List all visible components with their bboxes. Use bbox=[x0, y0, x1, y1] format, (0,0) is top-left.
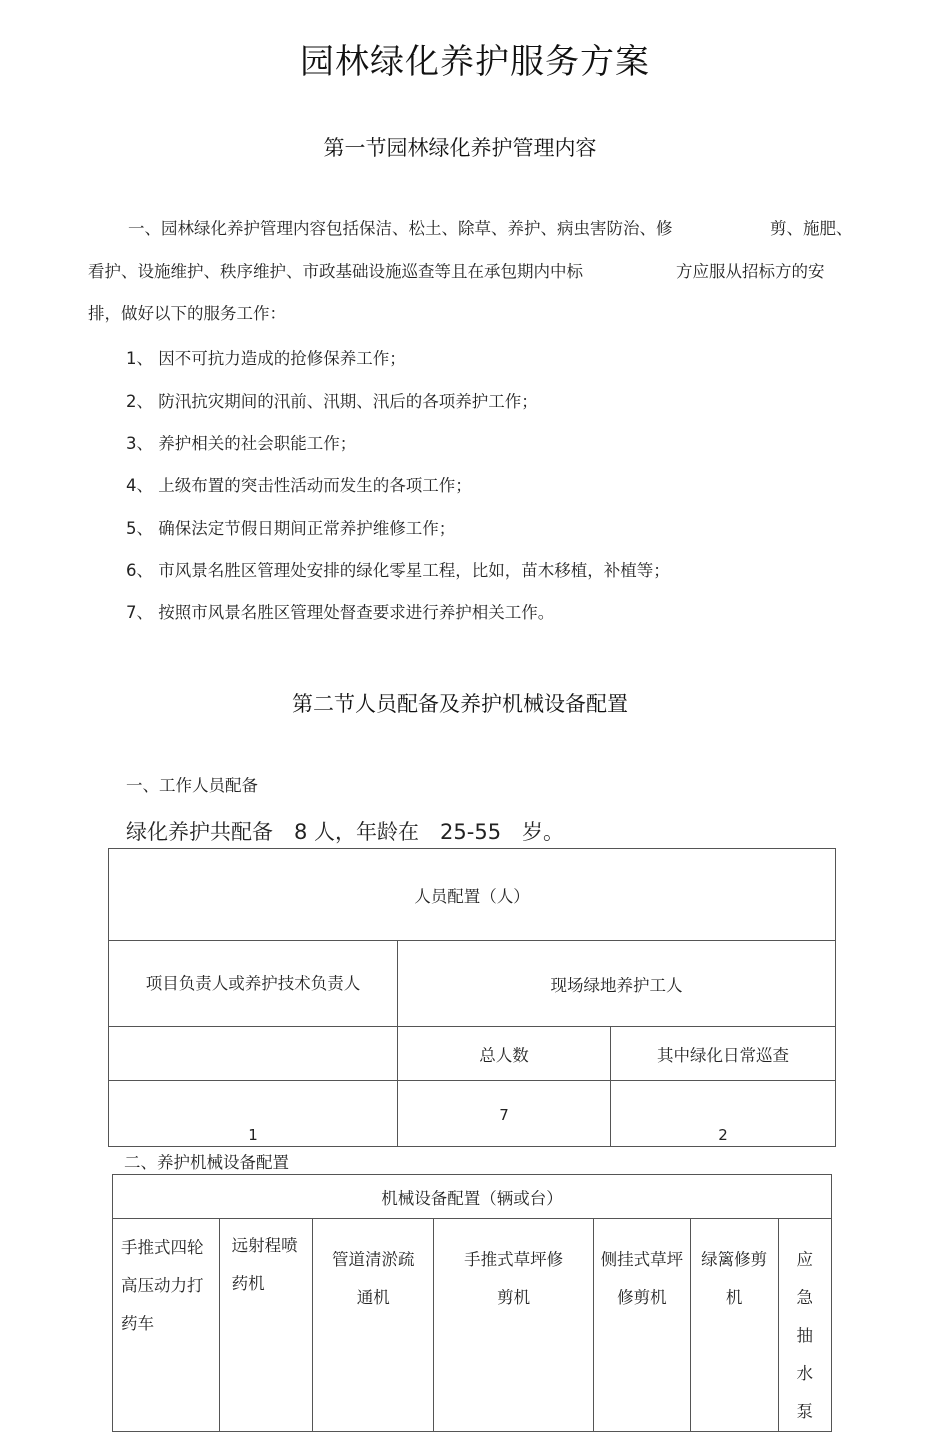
header-total: 总人数 bbox=[398, 1027, 611, 1081]
list-item: 5、 确保法定节假日期间正常养护维修工作； bbox=[126, 519, 456, 538]
list-item: 7、 按照市风景名胜区管理处督查要求进行养护相关工作。 bbox=[126, 603, 555, 622]
equipment-col-side-mower: 侧挂式草坪修剪机 bbox=[594, 1219, 691, 1432]
paragraph-line-1a: 一、园林绿化养护管理内容包括保洁、松土、除草、养护、病虫害防治、修 bbox=[128, 219, 673, 238]
value-leader-text: 1 bbox=[248, 1126, 258, 1144]
subheading-equipment: 二、养护机械设备配置 bbox=[124, 1153, 289, 1172]
staff-table bbox=[108, 848, 836, 1147]
equipment-col-long-range-sprayer: 远射程喷药机 bbox=[219, 1219, 313, 1432]
equipment-table bbox=[112, 1174, 832, 1432]
value-total bbox=[398, 1081, 611, 1147]
list-item: 3、 养护相关的社会职能工作； bbox=[126, 434, 357, 453]
staff-summary: 绿化养护共配备 8 人，年龄在 25-55 岁。 bbox=[126, 820, 565, 844]
equipment-col-push-mower: 手推式草坪修剪机 bbox=[434, 1219, 594, 1432]
subheading-staff: 一、工作人员配备 bbox=[126, 776, 258, 795]
equipment-col-pipe-dredger: 管道清淤疏通机 bbox=[313, 1219, 434, 1432]
equipment-col-water-pump: 应急抽水泵 bbox=[778, 1219, 832, 1432]
paragraph-line-1b: 剪、施肥、 bbox=[770, 219, 853, 238]
paragraph-line-2a: 看护、设施维护、秩序维护、市政基础设施巡查等且在承包期内中标 bbox=[88, 262, 583, 281]
value-total-text: 7 bbox=[499, 1106, 509, 1124]
value-leader bbox=[109, 1081, 398, 1147]
value-patrol bbox=[611, 1081, 836, 1147]
list-item: 4、 上级布置的突击性活动而发生的各项工作； bbox=[126, 476, 472, 495]
value-patrol-text: 2 bbox=[718, 1126, 728, 1144]
section1-heading: 第一节园林绿化养护管理内容 bbox=[323, 136, 597, 160]
empty-cell bbox=[109, 1027, 398, 1081]
paragraph-line-2b: 方应服从招标方的安 bbox=[676, 262, 825, 281]
equipment-table-caption: 机械设备配置（辆或台） bbox=[113, 1175, 832, 1219]
staff-table-caption: 人员配置（人） bbox=[109, 849, 836, 941]
list-item: 2、 防汛抗灾期间的汛前、汛期、汛后的各项养护工作； bbox=[126, 392, 538, 411]
section2-heading: 第二节人员配备及养护机械设备配置 bbox=[292, 692, 628, 716]
header-leader: 项目负责人或养护技术负责人 bbox=[109, 941, 398, 1027]
paragraph-line-3: 排，做好以下的服务工作： bbox=[88, 304, 286, 323]
equipment-col-hedge-trimmer: 绿篱修剪机 bbox=[690, 1219, 778, 1432]
document-title: 园林绿化养护服务方案 bbox=[300, 42, 650, 82]
header-workers: 现场绿地养护工人 bbox=[398, 941, 836, 1027]
list-item: 1、 因不可抗力造成的抢修保养工作； bbox=[126, 349, 406, 368]
equipment-col-sprayer-cart: 手推式四轮高压动力打药车 bbox=[113, 1219, 220, 1432]
header-patrol: 其中绿化日常巡查 bbox=[611, 1027, 836, 1081]
list-item: 6、 市风景名胜区管理处安排的绿化零星工程，比如，苗木移植，补植等； bbox=[126, 561, 670, 580]
